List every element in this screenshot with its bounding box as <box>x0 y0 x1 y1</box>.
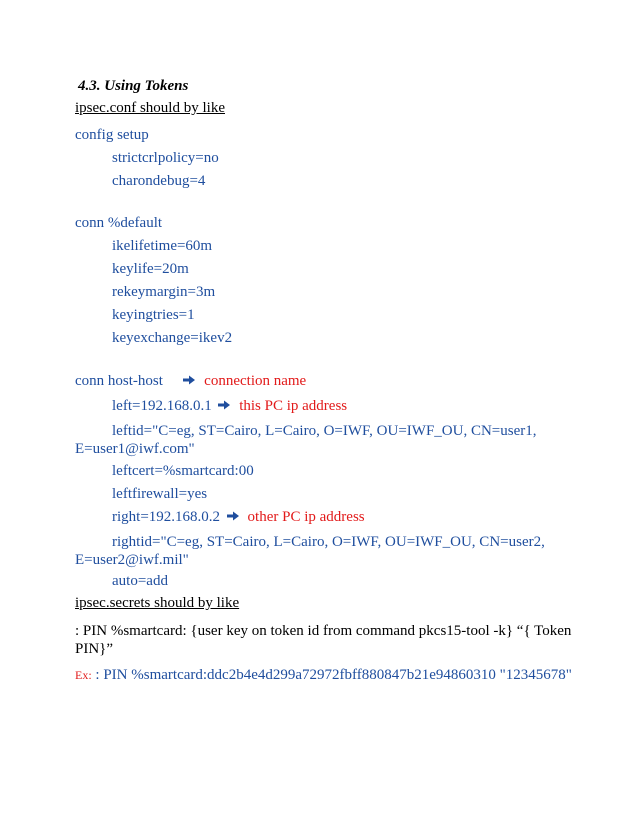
config-line: leftcert=%smartcard:00 <box>112 463 254 479</box>
config-line-continuation: E=user1@iwf.com" <box>75 441 195 457</box>
example-text: : PIN %smartcard:ddc2b4e4d299a72972fbff880847b21e94860310 "12345678" <box>91 667 572 683</box>
secrets-line: : PIN %smartcard: {user key on token id from command pkcs15-tool -k} “{ Token <box>75 623 572 639</box>
right-arrow-icon <box>182 374 196 386</box>
annotation-note: this PC ip address <box>239 398 348 414</box>
conn-host-header-row <box>75 372 306 390</box>
section-heading: 4.3. Using Tokens <box>78 78 189 94</box>
config-line: auto=add <box>112 573 168 589</box>
config-line: keyexchange=ikev2 <box>112 330 233 346</box>
config-line: leftid="C=eg, ST=Cairo, L=Cairo, O=IWF, OU=IWF_OU, CN=user1, <box>112 423 537 439</box>
config-line: right=192.168.0.2 <box>112 509 221 525</box>
right-row <box>112 508 365 526</box>
config-line: strictcrlpolicy=no <box>112 150 219 166</box>
config-line: ikelifetime=60m <box>112 238 213 254</box>
config-line: charondebug=4 <box>112 173 206 189</box>
config-line: rekeymargin=3m <box>112 284 216 300</box>
conf-title: ipsec.conf should by like <box>75 100 225 116</box>
config-setup-header: config setup <box>75 127 149 143</box>
config-line-continuation: E=user2@iwf.mil" <box>75 552 189 568</box>
annotation-note: other PC ip address <box>247 509 365 525</box>
example-label: Ex: <box>75 668 92 682</box>
secrets-line-continuation: PIN}” <box>75 641 114 657</box>
annotation-note: connection name <box>204 373 307 389</box>
right-arrow-icon <box>226 510 240 522</box>
conn-default-header: conn %default <box>75 215 163 231</box>
secrets-title: ipsec.secrets should by like <box>75 595 240 611</box>
config-line: rightid="C=eg, ST=Cairo, L=Cairo, O=IWF, OU=IWF_OU, CN=user2, <box>112 534 545 550</box>
conn-host-header: conn host-host <box>75 373 163 389</box>
left-row <box>112 397 347 415</box>
config-line: keyingtries=1 <box>112 307 195 323</box>
config-line: leftfirewall=yes <box>112 486 208 502</box>
config-line: keylife=20m <box>112 261 189 277</box>
config-line: left=192.168.0.1 <box>112 398 212 414</box>
example-row <box>75 666 572 684</box>
right-arrow-icon <box>217 399 231 411</box>
